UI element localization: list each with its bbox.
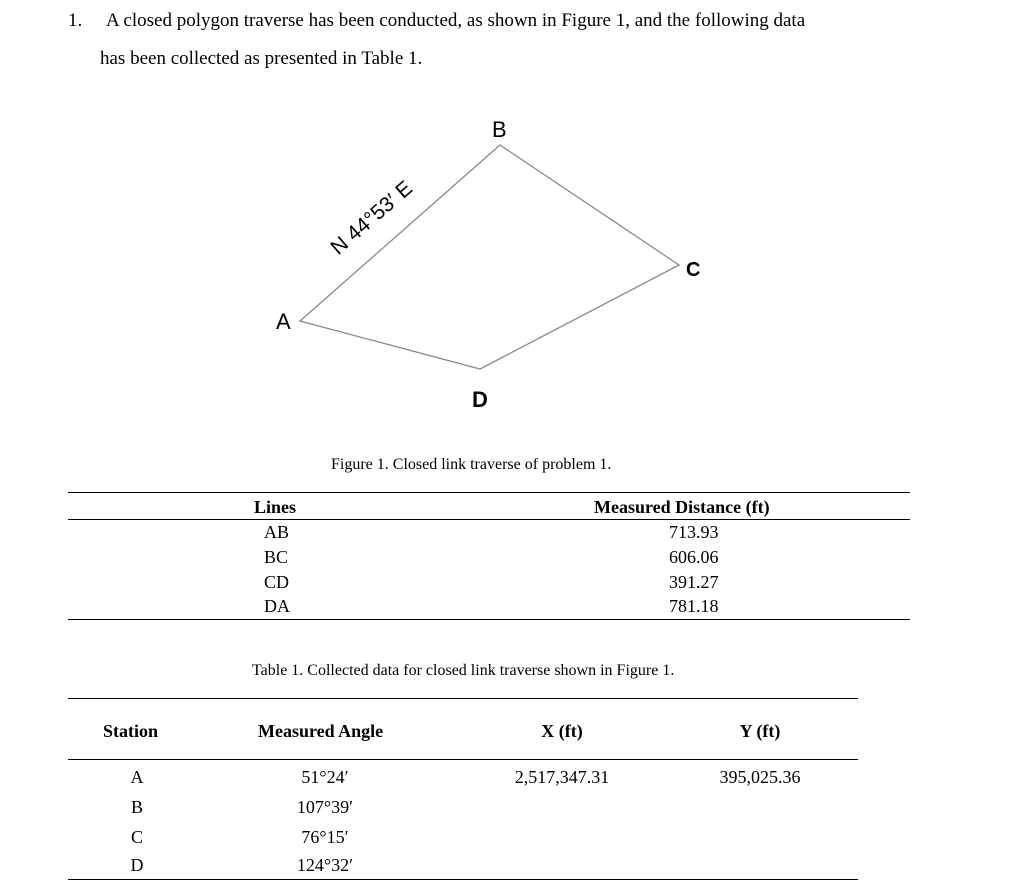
table2-header-rule bbox=[68, 759, 858, 760]
figure-caption: Figure 1. Closed link traverse of problem 1. bbox=[331, 456, 612, 473]
table1-line: CD bbox=[264, 572, 290, 592]
table2-angle: 107°39′ bbox=[296, 797, 354, 817]
table1-line: BC bbox=[264, 547, 289, 567]
table1-header-distance: Measured Distance (ft) bbox=[594, 497, 770, 517]
problem-text-line-1: A closed polygon traverse has been conducted, as shown in Figure 1, and the following data bbox=[106, 10, 806, 31]
table2-header-y: Y (ft) bbox=[739, 721, 781, 741]
table2-station: C bbox=[130, 827, 144, 847]
table1-line: AB bbox=[264, 522, 290, 542]
table2-header-angle: Measured Angle bbox=[258, 721, 384, 741]
table2-angle: 76°15′ bbox=[301, 827, 349, 847]
table1-caption: Table 1. Collected data for closed link traverse shown in Figure 1. bbox=[252, 662, 675, 679]
table2-y: 395,025.36 bbox=[719, 767, 801, 787]
table2-top-rule bbox=[68, 698, 858, 699]
table1-distance: 391.27 bbox=[669, 572, 719, 592]
point-label-b: B bbox=[492, 117, 507, 142]
table2-station: A bbox=[130, 767, 144, 787]
table1-bottom-rule bbox=[68, 619, 910, 620]
table1-header-lines: Lines bbox=[254, 497, 297, 517]
problem-number: 1. bbox=[68, 10, 83, 31]
table1-distance: 606.06 bbox=[669, 547, 719, 567]
table1-line: DA bbox=[264, 596, 290, 616]
table2-angle: 51°24′ bbox=[301, 767, 349, 787]
table2-station: B bbox=[130, 797, 144, 817]
table2-angle: 124°32′ bbox=[296, 855, 354, 875]
table1-header-rule bbox=[68, 519, 910, 520]
traverse-polygon bbox=[300, 145, 679, 369]
point-label-a: A bbox=[276, 309, 291, 334]
problem-text-line-2: has been collected as presented in Table 1. bbox=[100, 48, 423, 69]
table2-header-x: X (ft) bbox=[541, 721, 583, 741]
table1-distance: 781.18 bbox=[669, 596, 719, 616]
table2-x: 2,517,347.31 bbox=[514, 767, 610, 787]
point-label-c: C bbox=[686, 259, 701, 281]
table2-bottom-rule bbox=[68, 879, 858, 880]
bearing-label: N 44°53′ E bbox=[326, 176, 417, 260]
table2-station: D bbox=[130, 855, 144, 875]
point-label-d: D bbox=[472, 387, 488, 412]
table1-top-rule bbox=[68, 492, 910, 493]
table2-header-station: Station bbox=[103, 721, 159, 741]
table1-distance: 713.93 bbox=[669, 522, 719, 542]
